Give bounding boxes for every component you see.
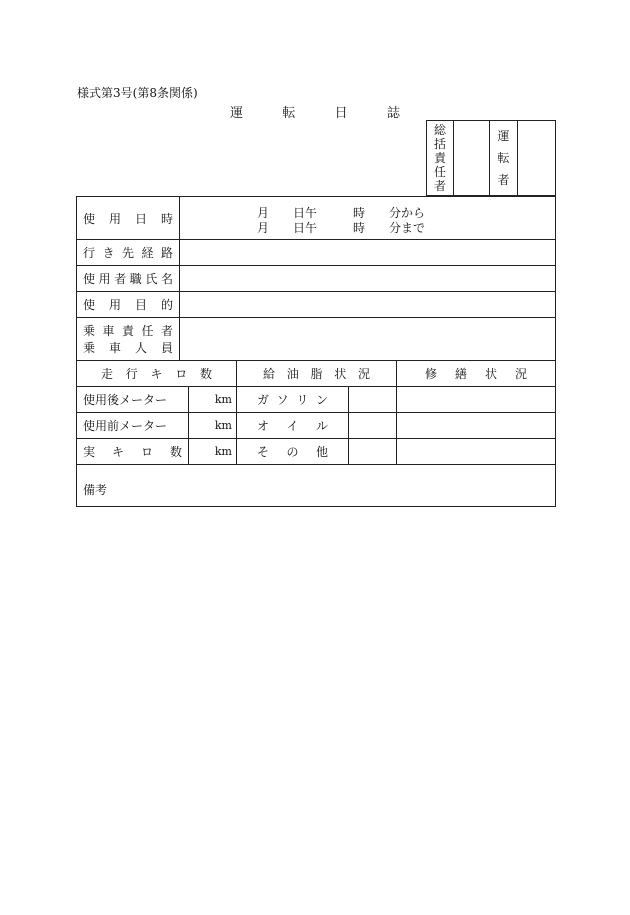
approval-seal-table (426, 120, 556, 196)
title-char: 誌 (386, 106, 400, 121)
label-char: 実 (83, 445, 96, 459)
header-char: 況 (357, 367, 370, 381)
usage-datetime-label (77, 197, 180, 239)
purpose-label (77, 292, 180, 317)
label-char: 時 (160, 211, 173, 226)
usage-datetime-row (77, 197, 555, 240)
label-char: 責 (121, 324, 134, 338)
meter-before-unit[interactable]: km (189, 413, 237, 438)
oil-label (237, 413, 349, 438)
meter-after-unit[interactable]: km (189, 387, 237, 412)
label-char: 目 (134, 298, 147, 312)
meter-before-label: 使用前メーター (77, 413, 189, 438)
fuel-header (237, 361, 397, 386)
driver-seal-box[interactable] (518, 121, 555, 195)
header-char: 走 (101, 367, 114, 381)
label-char: キ (111, 445, 124, 459)
label-char: 使 (83, 272, 96, 286)
form-number-label: 様式第3号(第8条関係) (77, 86, 198, 100)
mileage-header (77, 361, 237, 386)
route-row (77, 240, 555, 266)
header-char: 状 (484, 367, 497, 381)
label-char: 経 (141, 246, 154, 260)
repair-cell[interactable] (397, 387, 555, 412)
supervisor-char: 総 (433, 123, 446, 137)
user-row (77, 266, 555, 292)
gasoline-value-cell[interactable] (349, 387, 397, 412)
usage-start-text: 月 日午 時 分から (257, 206, 426, 220)
label-char: イ (286, 419, 299, 433)
meter-after-row (77, 387, 555, 413)
remarks-row[interactable] (77, 465, 555, 506)
title-char: 転 (282, 106, 296, 121)
actual-km-row (77, 439, 555, 465)
label-char: 行 (83, 246, 96, 260)
meter-after-label: 使用後メーター (77, 387, 189, 412)
label-char: 員 (160, 341, 173, 355)
label-char: 名 (160, 272, 173, 286)
repair-header (397, 361, 555, 386)
label-char: ル (315, 419, 328, 433)
driver-label (490, 121, 518, 195)
label-char: 先 (121, 246, 134, 260)
supervisor-char: 責 (433, 151, 446, 165)
label-char: そ (257, 445, 270, 459)
label-char: リ (296, 393, 309, 407)
header-char: 行 (125, 367, 138, 381)
label-char: 日 (134, 211, 147, 226)
header-char: 脂 (310, 367, 323, 381)
header-char: 修 (425, 367, 438, 381)
oil-value-cell[interactable] (349, 413, 397, 438)
label-char: 他 (315, 445, 328, 459)
other-fuel-value-cell[interactable] (349, 439, 397, 464)
label-char: ロ (140, 445, 153, 459)
header-char: 状 (334, 367, 347, 381)
label-char: 任 (141, 324, 154, 338)
log-table (76, 196, 556, 507)
supervisor-char: 括 (433, 137, 446, 151)
purpose-row (77, 292, 555, 318)
section-header-row (77, 361, 555, 387)
supervisor-char: 者 (433, 179, 446, 193)
label-char: ン (315, 393, 328, 407)
actual-km-unit[interactable]: km (189, 439, 237, 464)
label-char: 使 (83, 211, 96, 226)
label-char: ガ (257, 393, 270, 407)
passenger-label (77, 318, 180, 360)
header-char: 況 (514, 367, 527, 381)
label-char: 的 (160, 298, 173, 312)
title-char: 運 (230, 106, 244, 121)
label-char: 路 (160, 246, 173, 260)
label-char: ソ (276, 393, 289, 407)
gasoline-label (237, 387, 349, 412)
label-char: 数 (169, 445, 182, 459)
supervisor-seal-box[interactable] (454, 121, 490, 195)
label-char: の (286, 445, 299, 459)
document-title (230, 102, 400, 121)
remarks-label: 備考 (83, 483, 108, 497)
driver-char: 者 (497, 173, 510, 187)
route-label (77, 240, 180, 265)
header-char: 数 (199, 367, 212, 381)
label-char: オ (257, 419, 270, 433)
label-char: 乗 (83, 341, 96, 355)
title-char: 日 (334, 106, 348, 121)
label-char: 用 (108, 298, 121, 312)
label-char: 者 (114, 272, 127, 286)
label-char: 乗 (83, 324, 96, 338)
repair-cell[interactable] (397, 413, 555, 438)
label-char: 車 (102, 324, 115, 338)
driver-char: 転 (497, 151, 510, 165)
meter-before-row (77, 413, 555, 439)
label-char: 者 (160, 324, 173, 338)
header-char: 繕 (454, 367, 467, 381)
label-char: 車 (108, 341, 121, 355)
supervisor-label (427, 121, 454, 195)
actual-km-label (77, 439, 189, 464)
label-char: 使 (83, 298, 96, 312)
label-char: 氏 (145, 272, 158, 286)
usage-end-text: 月 日午 時 分まで (257, 221, 426, 235)
label-char: 職 (129, 272, 142, 286)
header-char: キ (150, 367, 163, 381)
label-char: 用 (108, 211, 121, 226)
supervisor-char: 任 (433, 165, 446, 179)
driver-char: 運 (497, 129, 510, 143)
header-char: 油 (286, 367, 299, 381)
other-fuel-label (237, 439, 349, 464)
label-char: き (102, 246, 115, 260)
label-char: 人 (134, 341, 147, 355)
header-char: ロ (175, 367, 188, 381)
repair-cell[interactable] (397, 439, 555, 464)
user-label (77, 266, 180, 291)
passenger-row (77, 318, 555, 361)
label-char: 用 (98, 272, 111, 286)
header-char: 給 (263, 367, 276, 381)
